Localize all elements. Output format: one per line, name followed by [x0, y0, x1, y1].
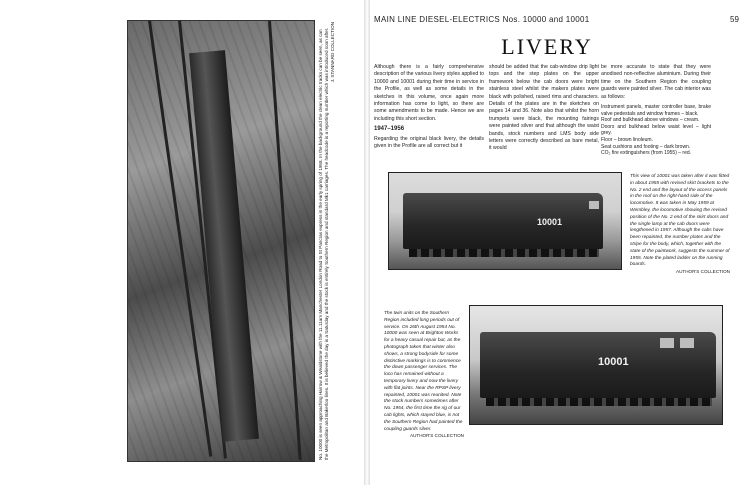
paragraph: be more accurate to state that they were anodised non-reflective aluminium. During their time on the Southern Region the coupling guards were painted silver. The cab interior was as follows:	[601, 64, 711, 100]
text-column-1	[374, 64, 484, 153]
list-item: Instrument panels, master controller base, brake valve pedestals and window frames – black.	[601, 104, 711, 117]
cab-window	[589, 201, 599, 209]
bogies	[486, 398, 712, 406]
caption-credit: AUTHOR'S COLLECTION	[676, 269, 730, 275]
photo-caption-1	[630, 174, 730, 276]
caption-text: The twin units on the Southern Region included long periods out of service. On 26th August 1954 No. 10000 was seen at Brighton Works for a heavy casual repair but, as the photograph taken that winter also shows, a strong bodyside for some distinctive markings is to commence the down passenger services. The loco has remained without a temporary livery and now the livery with flat joints. Near the RPSP livery repainted, 10001 was reunited. Note the stock numbers sometimes after No. 1954, the first time the rig of our cab lights, which stayed blue, is not the Southern Region had painted the coupling guards silver.	[384, 311, 463, 432]
list-item: CO₂ fire extinguishers (from 1955) – red.	[601, 150, 692, 157]
rail-track	[268, 21, 302, 460]
caption-credit: AUTHOR'S COLLECTION	[410, 433, 464, 439]
cab-window	[660, 338, 674, 348]
text-column-2	[489, 64, 599, 156]
page-gutter	[364, 0, 370, 485]
paragraph: Regarding the original black livery, the details given in the Profile are all correct but it	[374, 135, 484, 150]
loco-number: 10001	[537, 217, 563, 227]
list-item: Seat cushions and footing – dark brown.	[601, 143, 691, 150]
photo-caption-2	[384, 311, 464, 440]
caption-text: This view of 10001 was taken after it was fitted in about 1955 with revised skirt brackets to the No. 2 end and the layout of the access panels in the roof on the right-hand side of the locomotive. It was taken in May 1959 at Wembley, the locomotive showing the revised position of the No. 2 end of the skirt doors and the single lamp at the cab doors were lengthened in 1957. Although the cabs have been repainted, the number plates and the stripe for the body, which, together with the state of the paintwork, suggests the summer of 1955. Note the plated ladder on the running boards.	[630, 174, 730, 268]
photo-locomotive-10001-front	[469, 305, 723, 425]
page-title: LIVERY	[501, 34, 593, 59]
bogies	[409, 249, 599, 257]
cab-interior-list	[601, 104, 711, 157]
loco-number: 10001	[598, 356, 629, 368]
paragraph: should be added that the cab-window drip light tops and the step plates on the upper framework below the cab doors were bright stainless steel whilst the makers plates were black with polished, raised rims and characters. Details of the plates are in the sketches on pages 14 and 36. Note also that whilst the horn trumpets were black, the mounting fairings were painted silver and that although the waist bands, stock numbers and LMS body side letters were correctly described as bare metal, it would	[489, 64, 599, 152]
list-item: Doors and bulkhead below waist level – light grey.	[601, 123, 711, 137]
locomotive	[403, 193, 603, 249]
photo-locomotive-10001-side	[388, 172, 622, 270]
page-number: 59	[730, 15, 739, 24]
paragraph: Although there is a fairly comprehensive description of the various livery styles applied to 10000 and 10001 during their time in service in the Profile, as well as some details in the sketches in this volume, once again more information has come to light, so there are some amendments to be made. Hence we are including this short section.	[374, 64, 484, 122]
section-heading: 1947–1956	[374, 126, 405, 133]
left-photo	[127, 20, 315, 462]
list-item: Floor – brown linoleum.	[601, 137, 653, 143]
left-caption-credit: J. STANNARD COLLECTION	[330, 22, 335, 83]
cab-window	[680, 338, 694, 348]
left-photo-caption	[318, 22, 352, 460]
running-head: MAIN LINE DIESEL-ELECTRICS Nos. 10000 and 10001	[374, 15, 590, 24]
text-column-3	[601, 64, 711, 157]
left-caption-text: No. 10000 is seen approaching Harrow & Wealdstone with the 11.11am Manchester London Road to St Pancras express in the early spring of 1958. In the background the clean electric tracks can be seen, as can the Metropolitan and Bakerloo lines. It is believed the day is a Saturday and the stock is entirely Southern Region and standard Mk1 carriages. The headcode is a reporting number which was introduced soon after.	[318, 27, 329, 460]
list-item: Roof and bulkhead above windows – cream.	[601, 117, 700, 124]
